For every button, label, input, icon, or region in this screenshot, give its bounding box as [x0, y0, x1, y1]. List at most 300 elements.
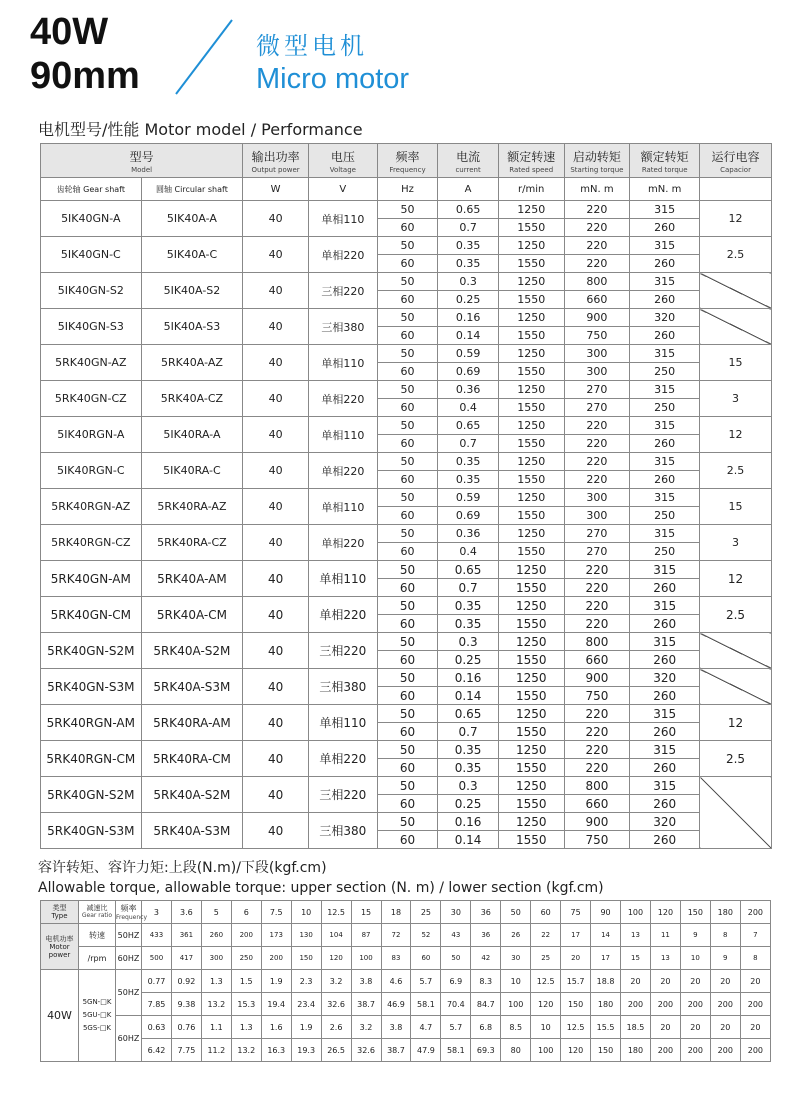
rated-torque-cell: 315 [630, 273, 700, 291]
speed-value: 130 [291, 924, 321, 947]
rated-torque-cell: 315 [630, 453, 700, 471]
speed-cell: 1250 [498, 561, 564, 579]
gear-shaft-model: 5RK40GN-AM [41, 561, 142, 597]
rated-torque-cell: 250 [630, 363, 700, 381]
circular-shaft-model: 5RK40A-CM [141, 597, 243, 633]
capacitor-cell: 12 [700, 561, 772, 597]
frequency-cell: 60 [377, 291, 438, 309]
unit-speed: r/min [498, 178, 564, 201]
voltage-cell: 单相110 [308, 705, 377, 741]
torque-value: 1.1 [201, 1016, 231, 1039]
rated-torque-cell: 260 [630, 723, 700, 741]
start-torque-cell: 220 [564, 453, 630, 471]
speed-cell: 1550 [498, 795, 564, 813]
circular-shaft-model: 5IK40A-S3 [141, 309, 243, 345]
gear-shaft-model: 5RK40GN-CM [41, 597, 142, 633]
frequency-cell: 50 [377, 273, 438, 291]
current-cell: 0.36 [438, 381, 499, 399]
unit-power: W [243, 178, 309, 201]
gear-shaft-model: 5IK40GN-S3 [41, 309, 142, 345]
capacitor-cell: 3 [700, 381, 772, 417]
speed-value: 120 [321, 947, 351, 970]
capacitor-cell [700, 777, 772, 849]
ratio-value: 90 [591, 901, 621, 924]
rated-torque-cell: 315 [630, 633, 700, 651]
frequency-cell: 60 [377, 507, 438, 525]
output-power: 40 [243, 561, 309, 597]
current-cell: 0.14 [438, 831, 499, 849]
speed-value: 361 [171, 924, 201, 947]
capacitor-cell: 2.5 [700, 453, 772, 489]
header-title [256, 26, 409, 96]
frequency-cell: 60 [377, 759, 438, 777]
gear-shaft-model: 5RK40GN-AZ [41, 345, 142, 381]
torque-title-en: Allowable torque, allowable torque: upper section (N. m) / lower section (kgf.cm) [38, 880, 604, 896]
capacitor-cell: 15 [700, 345, 772, 381]
model-row-50hz [41, 597, 772, 615]
divider-slash [170, 18, 240, 98]
frequency-cell: 60 [377, 471, 438, 489]
speed-value: 8 [710, 924, 740, 947]
frequency-cell: 60 [377, 795, 438, 813]
torque-value: 20 [621, 970, 651, 993]
speed-value: 60 [411, 947, 441, 970]
current-cell: 0.35 [438, 615, 499, 633]
gear-shaft-model: 5RK40RGN-CZ [41, 525, 142, 561]
torque-value: 84.7 [471, 993, 501, 1016]
circular-shaft-model: 5IK40A-A [141, 201, 243, 237]
torque-value: 13.2 [231, 1039, 261, 1062]
frequency-cell: 50 [377, 525, 438, 543]
current-cell: 0.25 [438, 795, 499, 813]
torque-value: 58.1 [441, 1039, 471, 1062]
start-torque-cell: 300 [564, 363, 630, 381]
speed-value: 50 [441, 947, 471, 970]
model-row-50hz [41, 381, 772, 399]
torque-value: 150 [591, 1039, 621, 1062]
current-cell: 0.14 [438, 327, 499, 345]
speed-cell: 1550 [498, 723, 564, 741]
col-model: 型号 Model [41, 144, 243, 178]
current-cell: 0.35 [438, 741, 499, 759]
gear-shaft-model: 5IK40GN-C [41, 237, 142, 273]
start-torque-cell: 220 [564, 471, 630, 489]
speed-label: 转速 [79, 924, 116, 947]
output-power: 40 [243, 309, 309, 345]
gear-shaft-model: 5RK40GN-S2M [41, 777, 142, 813]
model-row-50hz [41, 237, 772, 255]
header-row [41, 144, 772, 178]
frequency-cell: 60 [377, 579, 438, 597]
torque-value: 200 [650, 1039, 680, 1062]
output-power: 40 [243, 597, 309, 633]
speed-cell: 1250 [498, 381, 564, 399]
circular-shaft-model: 5RK40A-S2M [141, 633, 243, 669]
current-cell: 0.7 [438, 219, 499, 237]
torque-value: 6.9 [441, 970, 471, 993]
rated-torque-cell: 260 [630, 579, 700, 597]
model-row-50hz [41, 273, 772, 291]
speed-cell: 1250 [498, 273, 564, 291]
frequency-cell: 50 [377, 741, 438, 759]
speed-cell: 1550 [498, 507, 564, 525]
torque-row [41, 1016, 771, 1039]
col-power: 输出功率 Output power [243, 144, 309, 178]
circular-shaft-model: 5RK40A-AM [141, 561, 243, 597]
torque-value: 10 [531, 1016, 561, 1039]
speed-cell: 1550 [498, 543, 564, 561]
torque-value: 47.9 [411, 1039, 441, 1062]
capacitor-cell [700, 273, 772, 309]
circular-shaft-model: 5IK40RA-C [141, 453, 243, 489]
speed-value: 43 [441, 924, 471, 947]
torque-value: 1.5 [231, 970, 261, 993]
current-cell: 0.35 [438, 759, 499, 777]
speed-cell: 1250 [498, 597, 564, 615]
torque-value: 8.5 [501, 1016, 531, 1039]
unit-circular-shaft: 圆轴 Circular shaft [141, 178, 243, 201]
torque-value: 2.3 [291, 970, 321, 993]
model-row-50hz [41, 813, 772, 831]
title-cn: 微型电机 [256, 32, 368, 60]
start-torque-cell: 220 [564, 219, 630, 237]
torque-value: 32.6 [321, 993, 351, 1016]
torque-section-title [38, 858, 604, 898]
rated-torque-cell: 315 [630, 597, 700, 615]
rated-torque-cell: 250 [630, 399, 700, 417]
current-cell: 0.65 [438, 417, 499, 435]
ratio-value: 150 [680, 901, 710, 924]
rated-torque-cell: 315 [630, 381, 700, 399]
voltage-cell: 单相220 [308, 237, 377, 273]
torque-value: 6.8 [471, 1016, 501, 1039]
voltage-cell: 单相220 [308, 741, 377, 777]
rated-torque-cell: 315 [630, 237, 700, 255]
current-cell: 0.35 [438, 453, 499, 471]
torque-value: 180 [621, 1039, 651, 1062]
gear-shaft-model: 5RK40GN-CZ [41, 381, 142, 417]
output-power: 40 [243, 381, 309, 417]
torque-value: 20 [740, 1016, 770, 1039]
torque-value: 7.85 [142, 993, 172, 1016]
frequency-cell: 50 [377, 237, 438, 255]
current-cell: 0.36 [438, 525, 499, 543]
rated-torque-cell: 260 [630, 687, 700, 705]
rated-torque-cell: 315 [630, 489, 700, 507]
frequency-cell: 50 [377, 813, 438, 831]
frequency-cell: 50 [377, 453, 438, 471]
col-starting-torque: 启动转矩 Starting torque [564, 144, 630, 178]
col-rated-speed: 额定转速 Rated speed [498, 144, 564, 178]
circular-shaft-model: 5RK40A-S2M [141, 777, 243, 813]
speed-cell: 1550 [498, 255, 564, 273]
rated-torque-cell: 260 [630, 615, 700, 633]
output-power: 40 [243, 345, 309, 381]
voltage-cell: 单相220 [308, 525, 377, 561]
speed-value: 300 [201, 947, 231, 970]
speed-cell: 1550 [498, 759, 564, 777]
speed-value: 10 [680, 947, 710, 970]
speed-cell: 1550 [498, 291, 564, 309]
current-cell: 0.16 [438, 309, 499, 327]
capacitor-cell: 12 [700, 705, 772, 741]
freq-50hz: 50HZ [116, 924, 142, 947]
frequency-cell: 50 [377, 669, 438, 687]
col-current: 电流 current [438, 144, 499, 178]
torque-value: 200 [650, 993, 680, 1016]
current-cell: 0.7 [438, 435, 499, 453]
voltage-cell: 单相220 [308, 453, 377, 489]
power-rating: 40W [30, 11, 109, 53]
torque-value: 100 [501, 993, 531, 1016]
speed-cell: 1250 [498, 309, 564, 327]
rated-torque-cell: 260 [630, 759, 700, 777]
torque-value: 100 [531, 1039, 561, 1062]
start-torque-cell: 270 [564, 543, 630, 561]
ratio-value: 18 [381, 901, 411, 924]
frequency-cell: 50 [377, 381, 438, 399]
frequency-cell: 50 [377, 489, 438, 507]
model-row-50hz [41, 561, 772, 579]
speed-value: 260 [201, 924, 231, 947]
model-row-50hz [41, 525, 772, 543]
torque-value: 1.6 [261, 1016, 291, 1039]
start-torque-cell: 660 [564, 291, 630, 309]
speed-value: 200 [231, 924, 261, 947]
torque-value: 9.38 [171, 993, 201, 1016]
current-cell: 0.35 [438, 237, 499, 255]
circular-shaft-model: 5IK40A-C [141, 237, 243, 273]
rated-torque-cell: 315 [630, 777, 700, 795]
ratio-value: 6 [231, 901, 261, 924]
speed-value: 500 [142, 947, 172, 970]
speed-cell: 1550 [498, 219, 564, 237]
torque-value: 200 [740, 1039, 770, 1062]
gear-shaft-model: 5RK40GN-S2M [41, 633, 142, 669]
current-cell: 0.4 [438, 399, 499, 417]
ratio-value: 36 [471, 901, 501, 924]
speed-cell: 1550 [498, 471, 564, 489]
frequency-cell: 50 [377, 345, 438, 363]
torque-value: 0.76 [171, 1016, 201, 1039]
voltage-cell: 单相110 [308, 489, 377, 525]
rpm-label: /rpm [79, 947, 116, 970]
torque-value: 3.8 [351, 970, 381, 993]
circular-shaft-model: 5RK40A-S3M [141, 669, 243, 705]
speed-cell: 1550 [498, 399, 564, 417]
start-torque-cell: 300 [564, 507, 630, 525]
torque-value: 120 [561, 1039, 591, 1062]
torque-value: 18.8 [591, 970, 621, 993]
torque-body [41, 901, 771, 1062]
torque-value: 20 [710, 970, 740, 993]
speed-value: 200 [261, 947, 291, 970]
rated-torque-cell: 250 [630, 507, 700, 525]
voltage-cell: 三相220 [308, 777, 377, 813]
start-torque-cell: 270 [564, 381, 630, 399]
speed-cell: 1250 [498, 813, 564, 831]
capacitor-cell: 12 [700, 417, 772, 453]
current-cell: 0.69 [438, 507, 499, 525]
circular-shaft-model: 5RK40RA-AM [141, 705, 243, 741]
frequency-cell: 50 [377, 561, 438, 579]
rated-torque-cell: 315 [630, 417, 700, 435]
frame-size: 90mm [30, 55, 140, 97]
torque-value: 200 [710, 1039, 740, 1062]
voltage-cell: 单相220 [308, 597, 377, 633]
torque-row [41, 1039, 771, 1062]
capacitor-cell: 12 [700, 201, 772, 237]
current-cell: 0.25 [438, 651, 499, 669]
gear-shaft-model: 5RK40GN-S3M [41, 813, 142, 849]
torque-value: 32.6 [351, 1039, 381, 1062]
current-cell: 0.59 [438, 345, 499, 363]
current-cell: 0.14 [438, 687, 499, 705]
start-torque-cell: 220 [564, 723, 630, 741]
circular-shaft-model: 5RK40A-AZ [141, 345, 243, 381]
start-torque-cell: 750 [564, 831, 630, 849]
torque-value: 5.7 [441, 1016, 471, 1039]
start-torque-cell: 270 [564, 525, 630, 543]
output-power: 40 [243, 489, 309, 525]
model-row-50hz [41, 669, 772, 687]
torque-value: 19.4 [261, 993, 291, 1016]
current-cell: 0.35 [438, 471, 499, 489]
gear-shaft-model: 5IK40GN-A [41, 201, 142, 237]
current-cell: 0.7 [438, 723, 499, 741]
speed-row-50hz [41, 924, 771, 947]
output-power: 40 [243, 273, 309, 309]
current-cell: 0.3 [438, 273, 499, 291]
speed-cell: 1550 [498, 687, 564, 705]
torque-value: 16.3 [261, 1039, 291, 1062]
performance-section-title: 电机型号/性能 Motor model / Performance [38, 120, 363, 139]
start-torque-cell: 220 [564, 417, 630, 435]
circular-shaft-model: 5RK40RA-CM [141, 741, 243, 777]
torque-value: 18.5 [621, 1016, 651, 1039]
output-power: 40 [243, 525, 309, 561]
start-torque-cell: 900 [564, 669, 630, 687]
speed-value: 17 [561, 924, 591, 947]
unit-frequency: Hz [377, 178, 438, 201]
torque-value: 23.4 [291, 993, 321, 1016]
rated-torque-cell: 315 [630, 561, 700, 579]
voltage-cell: 单相220 [308, 381, 377, 417]
model-row-50hz [41, 309, 772, 327]
torque-value: 20 [650, 970, 680, 993]
frequency-cell: 60 [377, 219, 438, 237]
col-frequency: 频率 Frequency [377, 144, 438, 178]
speed-value: 11 [650, 924, 680, 947]
circular-shaft-model: 5IK40RA-A [141, 417, 243, 453]
unit-gear-shaft: 齿轮轴 Gear shaft [41, 178, 142, 201]
frequency-cell: 60 [377, 615, 438, 633]
voltage-cell: 单相110 [308, 345, 377, 381]
capacitor-cell: 15 [700, 489, 772, 525]
torque-frequency: 60HZ [116, 1016, 142, 1062]
ratio-value: 50 [501, 901, 531, 924]
model-row-50hz [41, 453, 772, 471]
ratio-value: 60 [531, 901, 561, 924]
frequency-cell: 60 [377, 327, 438, 345]
gear-shaft-model: 5RK40GN-S3M [41, 669, 142, 705]
capacitor-cell: 2.5 [700, 597, 772, 633]
torque-value: 1.3 [201, 970, 231, 993]
torque-value: 58.1 [411, 993, 441, 1016]
frequency-cell: 50 [377, 777, 438, 795]
current-cell: 0.16 [438, 669, 499, 687]
start-torque-cell: 660 [564, 795, 630, 813]
speed-cell: 1250 [498, 453, 564, 471]
start-torque-cell: 300 [564, 345, 630, 363]
torque-value: 15.3 [231, 993, 261, 1016]
frequency-cell: 60 [377, 831, 438, 849]
torque-value: 46.9 [381, 993, 411, 1016]
current-cell: 0.35 [438, 255, 499, 273]
frequency-cell: 60 [377, 255, 438, 273]
rated-torque-cell: 260 [630, 255, 700, 273]
circular-shaft-model: 5RK40A-S3M [141, 813, 243, 849]
gear-shaft-model: 5RK40RGN-AM [41, 705, 142, 741]
current-cell: 0.3 [438, 777, 499, 795]
torque-header-row [41, 901, 771, 924]
output-power: 40 [243, 453, 309, 489]
speed-value: 42 [471, 947, 501, 970]
frequency-cell: 50 [377, 201, 438, 219]
ratio-value: 180 [710, 901, 740, 924]
start-torque-cell: 220 [564, 597, 630, 615]
output-power: 40 [243, 813, 309, 849]
freq-60hz: 60HZ [116, 947, 142, 970]
gear-shaft-model: 5RK40RGN-CM [41, 741, 142, 777]
speed-value: 20 [561, 947, 591, 970]
torque-value: 19.3 [291, 1039, 321, 1062]
model-row-50hz [41, 777, 772, 795]
torque-value: 4.7 [411, 1016, 441, 1039]
current-cell: 0.7 [438, 579, 499, 597]
start-torque-cell: 220 [564, 741, 630, 759]
voltage-cell: 三相220 [308, 633, 377, 669]
frequency-cell: 60 [377, 543, 438, 561]
torque-value: 26.5 [321, 1039, 351, 1062]
output-power: 40 [243, 777, 309, 813]
col-capacitor: 运行电容 Capacior [700, 144, 772, 178]
unit-start-torque: mN. m [564, 178, 630, 201]
speed-value: 30 [501, 947, 531, 970]
speed-cell: 1550 [498, 327, 564, 345]
speed-cell: 1250 [498, 669, 564, 687]
torque-value: 200 [621, 993, 651, 1016]
torque-value: 15.5 [591, 1016, 621, 1039]
output-power: 40 [243, 705, 309, 741]
torque-value: 20 [710, 1016, 740, 1039]
ratio-value: 3 [142, 901, 172, 924]
rated-torque-cell: 315 [630, 201, 700, 219]
speed-cell: 1250 [498, 741, 564, 759]
torque-value: 7.75 [171, 1039, 201, 1062]
frequency-header: 频率 Frequency [116, 901, 142, 924]
speed-cell: 1250 [498, 237, 564, 255]
speed-cell: 1550 [498, 831, 564, 849]
rated-torque-cell: 250 [630, 543, 700, 561]
current-cell: 0.16 [438, 813, 499, 831]
output-power: 40 [243, 633, 309, 669]
rated-torque-cell: 315 [630, 525, 700, 543]
speed-value: 36 [471, 924, 501, 947]
torque-value: 13.2 [201, 993, 231, 1016]
ratio-value: 10 [291, 901, 321, 924]
current-cell: 0.4 [438, 543, 499, 561]
